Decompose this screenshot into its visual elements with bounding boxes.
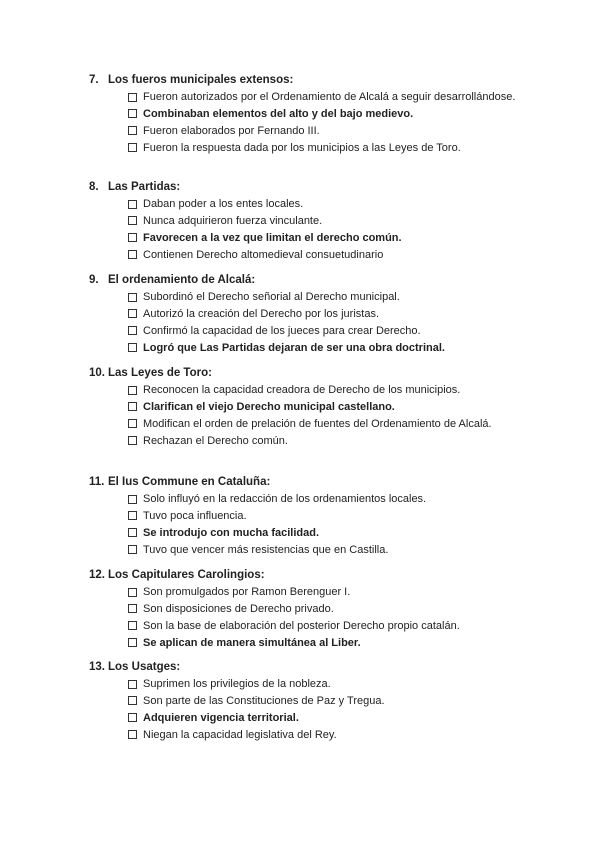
option-text: Suprimen los privilegios de la nobleza. bbox=[143, 678, 331, 690]
options-list bbox=[128, 290, 519, 356]
question-heading bbox=[89, 273, 519, 288]
option-item bbox=[128, 141, 519, 157]
option-text: Fueron la respuesta dada por los municipios a las Leyes de Toro. bbox=[143, 141, 461, 154]
option-text: Confirmó la capacidad de los jueces para crear Derecho. bbox=[143, 324, 421, 337]
checkbox[interactable] bbox=[128, 730, 137, 739]
option-text: Tuvo poca influencia. bbox=[143, 509, 247, 522]
option-item bbox=[128, 585, 519, 601]
question-8 bbox=[89, 180, 519, 265]
option-text: Adquieren vigencia territorial. bbox=[143, 711, 299, 724]
option-text: Daban poder a los entes locales. bbox=[143, 198, 304, 210]
question-12 bbox=[89, 568, 519, 653]
option-item-correct bbox=[128, 400, 519, 416]
option-text: Son promulgados por Ramon Berenguer I. bbox=[143, 586, 351, 598]
question-number: 7. bbox=[89, 74, 99, 86]
option-item-correct bbox=[128, 711, 519, 727]
options-list bbox=[128, 90, 519, 156]
question-heading bbox=[89, 660, 519, 675]
option-item bbox=[128, 124, 519, 140]
option-item bbox=[128, 619, 519, 635]
option-item bbox=[128, 492, 519, 508]
checkbox[interactable] bbox=[128, 713, 137, 722]
checkbox[interactable] bbox=[128, 109, 137, 118]
checkbox[interactable] bbox=[128, 343, 137, 352]
option-text: Contienen Derecho altomedieval consuetudinario bbox=[143, 248, 384, 261]
option-text: Se aplican de manera simultánea al Liber. bbox=[143, 636, 361, 649]
question-9 bbox=[89, 273, 519, 358]
question-heading bbox=[89, 475, 519, 490]
checkbox[interactable] bbox=[128, 143, 137, 152]
checkbox[interactable] bbox=[128, 250, 137, 259]
option-item bbox=[128, 290, 519, 306]
checkbox[interactable] bbox=[128, 93, 137, 102]
question-11 bbox=[89, 475, 519, 560]
checkbox[interactable] bbox=[128, 680, 137, 689]
option-item bbox=[128, 324, 519, 340]
checkbox[interactable] bbox=[128, 200, 137, 209]
option-item bbox=[128, 307, 519, 323]
option-text: Tuvo que vencer más resistencias que en Castilla. bbox=[143, 543, 389, 556]
checkbox[interactable] bbox=[128, 545, 137, 554]
question-title: El ordenamiento de Alcalá: bbox=[108, 274, 256, 286]
checkbox[interactable] bbox=[128, 436, 137, 445]
checkbox[interactable] bbox=[128, 293, 137, 302]
checkbox[interactable] bbox=[128, 126, 137, 135]
option-item bbox=[128, 602, 519, 618]
option-item bbox=[128, 417, 519, 433]
question-heading bbox=[89, 73, 519, 88]
question-10 bbox=[89, 366, 519, 451]
option-item bbox=[128, 197, 519, 213]
checkbox[interactable] bbox=[128, 386, 137, 395]
option-text: Nunca adquirieron fuerza vinculante. bbox=[143, 214, 323, 227]
checkbox[interactable] bbox=[128, 696, 137, 705]
option-item bbox=[128, 383, 519, 399]
question-title: Las Leyes de Toro: bbox=[108, 367, 212, 379]
option-text: Favorecen a la vez que limitan el derecho común. bbox=[143, 231, 402, 244]
checkbox[interactable] bbox=[128, 495, 137, 504]
checkbox[interactable] bbox=[128, 216, 137, 225]
question-heading bbox=[89, 180, 519, 195]
option-text: Logró que Las Partidas dejaran de ser una obra doctrinal. bbox=[143, 341, 445, 354]
question-heading bbox=[89, 568, 519, 583]
checkbox[interactable] bbox=[128, 309, 137, 318]
question-number: 9. bbox=[89, 274, 99, 286]
options-list bbox=[128, 197, 519, 263]
checkbox[interactable] bbox=[128, 528, 137, 537]
question-number: 10. bbox=[89, 367, 105, 379]
options-list bbox=[128, 677, 519, 743]
option-item bbox=[128, 694, 519, 710]
question-title: Las Partidas: bbox=[108, 181, 181, 193]
checkbox[interactable] bbox=[128, 588, 137, 597]
option-item-correct bbox=[128, 526, 519, 542]
option-item bbox=[128, 509, 519, 525]
option-text: Subordinó el Derecho señorial al Derecho municipal. bbox=[143, 291, 400, 303]
option-text: Se introdujo con mucha facilidad. bbox=[143, 526, 320, 539]
question-title: Los Capitulares Carolingios: bbox=[108, 569, 265, 581]
option-text: Fueron elaborados por Fernando III. bbox=[143, 124, 320, 137]
checkbox[interactable] bbox=[128, 419, 137, 428]
question-number: 13. bbox=[89, 661, 105, 673]
checkbox[interactable] bbox=[128, 621, 137, 630]
option-item bbox=[128, 434, 519, 450]
option-item bbox=[128, 214, 519, 230]
option-item bbox=[128, 728, 519, 744]
option-item bbox=[128, 543, 519, 559]
question-heading bbox=[89, 366, 519, 381]
options-list bbox=[128, 383, 519, 449]
question-13 bbox=[89, 660, 519, 745]
option-text: Fueron autorizados por el Ordenamiento de Alcalá a seguir desarrollándose. bbox=[143, 91, 516, 103]
question-title: Los fueros municipales extensos: bbox=[108, 74, 294, 86]
option-text: Modifican el orden de prelación de fuentes del Ordenamiento de Alcalá. bbox=[143, 417, 492, 430]
option-item bbox=[128, 677, 519, 693]
question-number: 8. bbox=[89, 181, 99, 193]
option-item bbox=[128, 248, 519, 264]
checkbox[interactable] bbox=[128, 233, 137, 242]
option-text: Autorizó la creación del Derecho por los juristas. bbox=[143, 307, 380, 320]
option-item-correct bbox=[128, 341, 519, 357]
options-list bbox=[128, 492, 519, 558]
question-number: 12. bbox=[89, 569, 105, 581]
option-item bbox=[128, 90, 519, 106]
question-7 bbox=[89, 73, 519, 158]
question-title: El Ius Commune en Cataluña: bbox=[108, 476, 271, 488]
checkbox[interactable] bbox=[128, 326, 137, 335]
options-list bbox=[128, 585, 519, 651]
checkbox[interactable] bbox=[128, 402, 137, 411]
option-text: Son la base de elaboración del posterior Derecho propio catalán. bbox=[143, 619, 460, 632]
option-item-correct bbox=[128, 107, 519, 123]
option-text: Clarifican el viejo Derecho municipal castellano. bbox=[143, 400, 395, 413]
checkbox[interactable] bbox=[128, 511, 137, 520]
option-text: Rechazan el Derecho común. bbox=[143, 434, 288, 447]
option-item-correct bbox=[128, 636, 519, 652]
option-text: Son parte de las Constituciones de Paz y Tregua. bbox=[143, 694, 385, 707]
option-item-correct bbox=[128, 231, 519, 247]
option-text: Solo influyó en la redacción de los ordenamientos locales. bbox=[143, 493, 427, 505]
option-text: Reconocen la capacidad creadora de Derecho de los municipios. bbox=[143, 384, 461, 396]
option-text: Son disposiciones de Derecho privado. bbox=[143, 602, 334, 615]
option-text: Niegan la capacidad legislativa del Rey. bbox=[143, 728, 337, 741]
question-number: 11. bbox=[89, 476, 105, 488]
option-text: Combinaban elementos del alto y del bajo medievo. bbox=[143, 107, 414, 120]
question-title: Los Usatges: bbox=[108, 661, 181, 673]
checkbox[interactable] bbox=[128, 604, 137, 613]
checkbox[interactable] bbox=[128, 638, 137, 647]
